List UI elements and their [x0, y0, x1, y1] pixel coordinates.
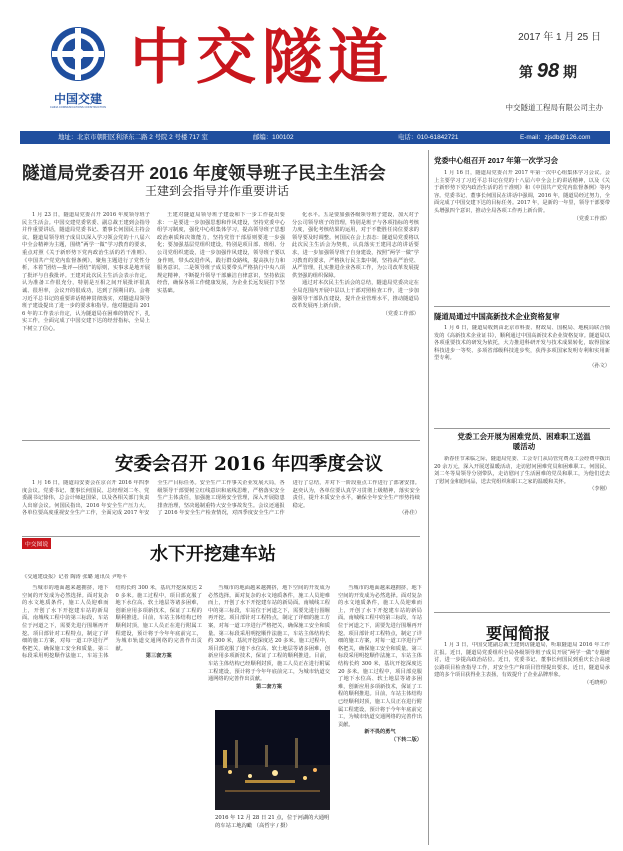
- tunnel-text-left: 当城市的地面越来越拥挤，地下空间的开发成为必然选择。面对复杂的水文地质条件，施工人员迎难而上，开创了水下开挖建车站的新局面。南城线工程中的第三标段，车站位于河道之下，需要先进行围堰再开挖。项目部针对工程特点，制定了详细的施工方案，对每一道工序进行严格把关，确保施工安全和质量。第三标段采用明挖顺作法施工，车站主体结构长约 300 米，基坑开挖深度达 20 多米。施工过程中，项目部克服了地下水位高、软土地层等诸多困难，创新应用多项新技术，保证了工程的顺利推进。目前，车站主体结构已经顺利封顶，施工人员正在进行附属工程建设，预计将于今年年底前完工，为城市轨道交通网络的完善作出贡献。 第三套方案: [22, 585, 202, 660]
- sidebar-article-2-text: 1 月 6 日，隧道局收到由北京市科委、财政局、国税局、地税局联合颁发的《高新技术企业证书》，顺利通过中国高新技术企业资格复审。隧道局以各项重要技术的研发为依托，大力推进科研开发与技术成果转化，取得国家科技进步一等奖、多项省部级科技进步奖，获得多项国家发明专利和实用新型专利。 （孙文）: [434, 325, 610, 369]
- issue-number: 第 98 期: [518, 60, 577, 82]
- lead-col3: 化水平。五是要加强各级领导班子建设，加大对子分公司领导班子的管理，特别是班子与各项指标的考核力度，强化考核结果的运用，对于不能胜任岗位要求的领导要及时调整。何国民在会上表态：隧道局党委将以此次民主生活会为契机，认真落实王建同志的讲话要求，进一步加强领导班子自身建设，按照“两学一做”学习教育的要求，严格执行民主集中制，坚持从严治党、从严管理，扎实推进企业各项工作，为公司改革发展提供坚强的组织保障。 通过对本次民主生活会的总结，隧道局党委决定在全局范围内开展中层以上干部对照检查工作，进一步加强领导干部队伍建设，提升企业管理水平，推动隧道局改革发展再上新台阶。 （党委工作部）: [292, 212, 419, 317]
- tunnel-text-right: 当城市的地面越来越拥挤，地下空间的开发成为必然选择。面对复杂的水文地质条件，施工人员迎难而上，开创了水下开挖建车站的新局面。南城线工程中的第三标段，车站位于河道之下，需要先进行围堰再开挖。项目部针对工程特点，制定了详细的施工方案，对每一道工序进行严格把关，确保施工安全和质量。第三标段采用明挖顺作法施工，车站主体结构长约 300 米，基坑开挖深度达 20 多米。施工过程中，项目部克服了地下水位高、软土地层等诸多困难，创新应用多项新技术，保证了工程的顺利推进。目前，车站主体结构已经顺利封顶，施工人员正在进行附属工程建设，预计将于今年年底前完工，为城市轨道交通网络的完善作出贡献。 新不畏的勇气 （下转二版）: [338, 585, 422, 743]
- meeting-title: 安委会召开 2016 年四季度会议: [115, 454, 383, 475]
- lead-byline: （党委工作部）: [382, 310, 419, 317]
- lead-subtitle: 王建到会指导并作重要讲话: [145, 184, 290, 198]
- tunnel-subhead-1: 第三套方案: [145, 653, 172, 660]
- logo-emblem-icon: [40, 22, 116, 88]
- phone: 电话：010-61842721: [398, 134, 459, 141]
- meeting-byline: （孙佳）: [399, 510, 420, 517]
- section-tag: 中交图说: [22, 538, 51, 549]
- publisher: 中交隧道工程局有限公司主办: [505, 103, 603, 112]
- brief-byline: （毛晓明）: [584, 679, 610, 686]
- lead-col1: 1 月 23 日，隧道局党委召开 2016 年度领导班子民主生活会。中国交建党委常委、副总裁王建到会指导并作重要讲话，隧道局党委书记、董事长何国民主持会议。隧道局领导班子成员以深入学习领会党的十八届六中全会精神为主题，围绕“两学一做”学习教育的要求，重点对照《关于新形势下党内政治生活的若干准则》、《中国共产党党内监督条例》，聚焦主题进行了党性分析，本着“团结—批评—团结”的原则，实事求是地开展了批评与自我批评。王建对此次民主生活会表示肯定。认为准备工作很充分，特别是互相之间开展批评很真诚、很坦率，会议开的很成功，达到了预期目的。会将习近平总书记的重要讲话精神贯彻落实，对隧道局领导班子建设提出了进一步的要求和指导。他对隧道局 2016 年的工作表示肯定，认为隧道局在困难的情况下，扎实工作，全面完成了中国交建下达的经营指标，全局上下树立了信心。: [22, 212, 150, 332]
- brief-title: 要闻简报: [486, 624, 551, 643]
- company-logo: [40, 22, 116, 116]
- tunnel-text-mid: 当城市的地面越来越拥挤，地下空间的开发成为必然选择。面对复杂的水文地质条件，施工人员迎难而上，开创了水下开挖建车站的新局面。南城线工程中的第三标段，车站位于河道之下，需要先进行围堰再开挖。项目部针对工程特点，制定了详细的施工方案，对每一道工序进行严格把关，确保施工安全和质量。第三标段采用明挖顺作法施工，车站主体结构长约 300 米，基坑开挖深度达 20 多米。施工过程中，项目部克服了地下水位高、软土地层等诸多困难，创新应用多项新技术，保证了工程的顺利推进。目前，车站主体结构已经顺利封顶，施工人员正在进行附属工程建设，预计将于今年年底前完工，为城市轨道交通网络的完善作出贡献。 第二套方案: [208, 585, 330, 690]
- tunnel-subhead-3: 新不畏的勇气: [364, 729, 396, 736]
- email: E-mail：zjsdb@126.com: [520, 134, 591, 141]
- sidebar-article-1-byline: （党委工作部）: [573, 215, 610, 222]
- postcode: 邮编：100102: [253, 134, 294, 141]
- night-site-photo: [215, 710, 330, 810]
- lead-title: 隧道局党委召开 2016 年度领导班子民主生活会: [22, 163, 386, 183]
- sidebar-article-1-title: 党委中心组召开 2017 年第一次学习会: [434, 156, 559, 165]
- sidebar-article-3-text: 新春佳节来临之际，隧道局党委、工会专门从局管党费及工会经费中拨出 20 余万元，深入开展送温暖活动，走访慰问困难党员和困难职工。何国民、刘二冬等局领导分别带队，走访慰问了生活困难的党员和职工，为他们送去了慰问金和慰问品，送去党组织和职工之家的温暖和关怀。 （李刚）: [434, 456, 610, 493]
- sidebar-article-3-byline: （李刚）: [589, 486, 610, 493]
- tunnel-byline: 《交通建设报》记者 陶涛 张璐 通讯员 尹哈平: [22, 574, 128, 580]
- address: 地址：北京市朝阳区利泽东二路 2 号院 2 号楼 717 室: [58, 134, 208, 141]
- sidebar-article-1-text: 1 月 16 日，隧道局党委召开 2017 年第一次中心组集体学习会议。会上主要学习了习近平总书记在党的十八届六中全会上的讲话精神，以及《关于新形势下党内政治生活的若干准则》和《中国共产党党内监督条例》等内容。党委书记、董事长何国民在讲话中强调，2016 年，隧道局经过努力，全面完成了中国交建下达的目标任务。2017 年，是新的一年里，领导干部要带头增强四个意识，推动全局各项工作再上新台阶。 （党委工作部）: [434, 170, 610, 222]
- continued-note: （下转二版）: [390, 736, 422, 743]
- photo-caption: 2016 年 12 月 28 日 21 点，位于河湖的大通明的车站工地沟瞰 （高哲宇 / 摄）: [215, 815, 330, 829]
- tunnel-title: 水下开挖建车站: [150, 544, 276, 565]
- construction-site-image: [215, 710, 330, 810]
- lead-col2: 王建对隧道局领导班子建设和下一步工作提出要求：一是要进一步加强思想和作风建设，坚持党委中心组学习制度，强化中心组集体学习，提高领导班子思想政治素质和决策能力，坚持党管干部原则要进一步强化；要加强基层党组织建设，特别是项目部、班组、分公司党组织建设，进一步加强作风建设，领导班子要以身作则，带头改进作风，践行群众路线，提高执行力和服务意识。二是领导班子成员要带头严格执行中央八项规定精神，不断提升领导干部廉洁自律意识，坚持依法经营，确保各项工作健康发展，为企业长远发展打下坚实基础。: [157, 212, 285, 294]
- info-bar: [20, 131, 610, 144]
- tunnel-subhead-2: 第二套方案: [256, 683, 282, 690]
- meeting-text: 1 月 16 日，隧道局安委会在京召开 2016 年四季度会议。党委书记、董事长何国民、总经理刘二冬、党委副书记徐伟，总会计师赵国荣，以及各相关部门负责人出席会议。何国民指出，2016 年安全生产压力大，各单位要高度重视安全生产工作，全面完成 2017 年安全生产目标任务。安全生产工作事关企业发展大局，各级领导干部要树立红线意识和底线思维，严格落实安全生产主体责任，加强施工现场安全管理，深入开展隐患排查治理，坚决遏制重特大安全事故发生。会议还通报了 2016 年安全生产检查情况，对四季度安全生产工作进行了总结，并对下一阶段重点工作进行了部署安排。赵奕认为，各单位要认真学习贯彻上级精神，落实安全责任，提升本质安全水平，确保全年安全生产形势持续稳定。 （孙佳）: [22, 480, 420, 517]
- sidebar-article-2-byline: （孙文）: [589, 362, 610, 369]
- sidebar-article-2-title: 隧道局通过中国高新技术企业资格复审: [434, 312, 560, 321]
- brief-text: 1 月 3 日，中国交建副总裁王建到访隧道局，听取隧道局 2016 年工作汇报。近日，隧道局党委组织全局各级领导班子成员开展“两学一做”专题研讨，进一步提高政治站位。近日，党委书记、董事长何国民到重庆长合高速公路项目检查指导工作，对安全生产和项目管理提出要求。近日，隧道局承建的多个项目获得业主表扬，有效提升了企业品牌形象。 （毛晓明）: [434, 642, 610, 686]
- newspaper-brand: 中交隧道: [130, 23, 394, 93]
- issue-date: 2017 年 1 月 25 日: [518, 32, 601, 43]
- logo-subtext: CHINA COMMUNICATIONS CONSTRUCTION: [49, 106, 107, 109]
- sidebar-article-3-title: 党委工会开展为困难党员、困难职工送温暖活动: [457, 432, 591, 451]
- logo-text: 中国交建: [53, 92, 102, 106]
